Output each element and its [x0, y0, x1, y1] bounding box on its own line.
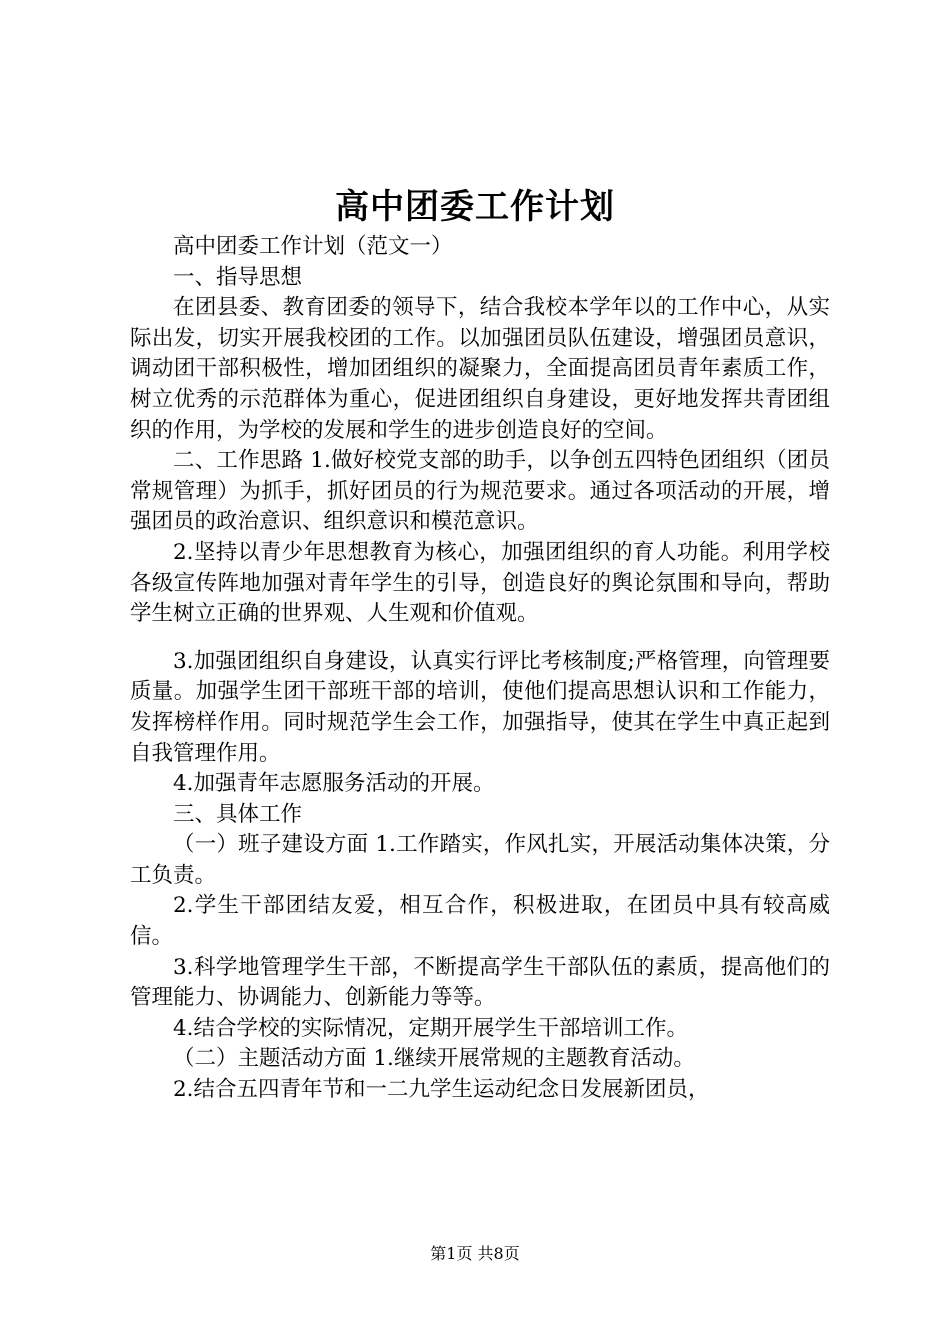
paragraph: 4.加强青年志愿服务活动的开展。	[173, 771, 495, 797]
paragraph: 二、工作思路 1.做好校党支部的助手，以争创五四特色团组织（团员常规管理）为抓手，抓好团员的行为规范要求。通过各项活动的开展，增强团员的政治意识、组织意识和模范意识。	[130, 448, 830, 535]
page-number-footer: 第1页 共8页	[430, 1244, 520, 1263]
document-body	[130, 232, 830, 1106]
paragraph-subtitle: 高中团委工作计划（范文一）	[173, 234, 453, 259]
paragraph-section-heading: 一、指导思想	[173, 264, 303, 290]
paragraph-gap	[130, 630, 830, 647]
paragraph: 2.结合五四青年节和一二九学生运动纪念日发展新团员，	[173, 1077, 710, 1103]
paragraph-section-heading: 三、具体工作	[173, 801, 303, 827]
paragraph: 2.坚持以青少年思想教育为核心，加强团组织的育人功能。利用学校各级宣传阵地加强对青年学生的引导，创造良好的舆论氛围和导向，帮助学生树立正确的世界观、人生观和价值观。	[130, 539, 830, 627]
paragraph: （一）班子建设方面 1.工作踏实，作风扎实，开展活动集体决策，分工负责。	[130, 832, 830, 888]
paragraph: 3.科学地管理学生干部，不断提高学生干部队伍的素质，提高他们的管理能力、协调能力、创新能力等等。	[130, 954, 830, 1011]
document-title: 高中团委工作计划	[335, 187, 615, 227]
paragraph: 在团县委、教育团委的领导下，结合我校本学年以的工作中心，从实际出发，切实开展我校团的工作。以加强团员队伍建设，增强团员意识，调动团干部积极性，增加团组织的凝聚力，全面提高团员青年素质工作，树立优秀的示范群体为重心，促进团组织自身建设，更好地发挥共青团组织的作用，为学校的发展和学生的进步创造良好的空间。	[130, 295, 830, 443]
paragraph: 3.加强团组织自身建设，认真实行评比考核制度;严格管理，向管理要质量。加强学生团干部班干部的培训，使他们提高思想认识和工作能力，发挥榜样作用。同时规范学生会工作，加强指导，使其在学生中真正起到自我管理作用。	[130, 648, 830, 766]
paragraph: 4.结合学校的实际情况，定期开展学生干部培训工作。	[173, 1015, 689, 1041]
paragraph: 2.学生干部团结友爱，相互合作，积极进取，在团员中具有较高威信。	[130, 893, 830, 950]
paragraph: （二）主题活动方面 1.继续开展常规的主题教育活动。	[173, 1046, 695, 1072]
